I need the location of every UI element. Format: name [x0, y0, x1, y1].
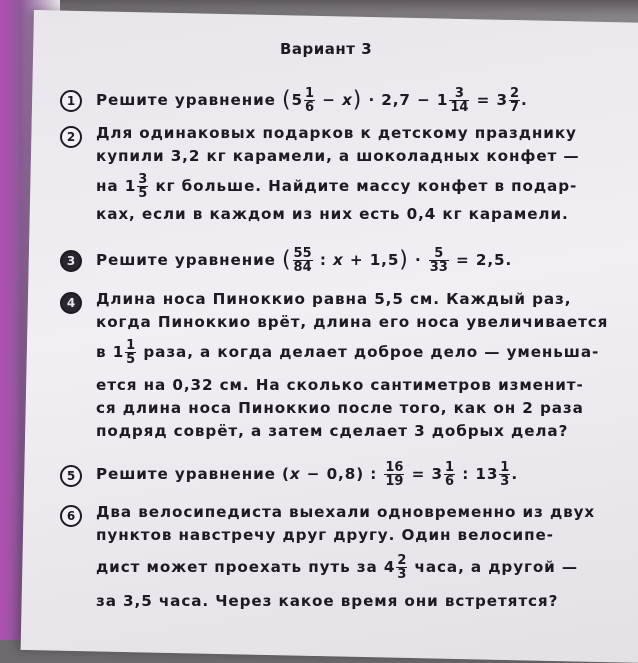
- task-2-line-4: ках, если в каждом из них есть 0,4 кг карамели.: [96, 205, 569, 223]
- task-4-line-2: когда Пиноккио врёт, длина его носа увеличивается: [96, 313, 609, 331]
- variant-title: Вариант 3: [280, 40, 373, 58]
- task-1-fraction-2: [449, 87, 469, 114]
- task-3-multiply: ·: [414, 251, 422, 269]
- task-4-line-6: подряд соврёт, а затем сделает 3 добрых дела?: [96, 422, 569, 440]
- fraction-denominator: 6: [305, 100, 315, 115]
- task-5-fraction-2: [444, 461, 455, 488]
- task-4-line-1: Длина носа Пиноккио равна 5,5 см. Каждый раз,: [96, 290, 572, 308]
- task-6-line-1: Два велосипедиста выехали одновременно из двух: [96, 503, 596, 521]
- task-5-prefix: Решите уравнение (: [96, 465, 290, 483]
- task-3-fraction-1: [293, 247, 313, 274]
- task-number-3: 3: [60, 250, 82, 272]
- fraction-numerator: 55: [293, 246, 312, 261]
- task-5-variable: x: [289, 465, 301, 483]
- task-2-line-1: Для одинаковых подарков к детскому празднику: [96, 124, 577, 142]
- fraction-numerator: 3: [449, 87, 469, 101]
- task-1-variable: x: [342, 91, 353, 109]
- task-4-line-3-pre: в 1: [96, 343, 125, 361]
- task-1-minus: −: [322, 91, 336, 109]
- task-4-line-4: ется на 0,32 см. На сколько сантиметров изменит-: [96, 376, 584, 394]
- task-number-5: 5: [60, 465, 82, 487]
- task-number-2: 2: [60, 126, 82, 148]
- task-6-line-3-pre: дист может проехать путь за 4: [96, 558, 396, 576]
- task-6-line-2: пунктов навстречу друг другу. Один велосипе-: [96, 526, 554, 544]
- task-3-variable: x: [332, 251, 344, 269]
- task-1-term-2: · 2,7 − 1: [368, 91, 449, 109]
- fraction-numerator: 1: [444, 460, 454, 475]
- task-5-end: .: [511, 465, 519, 483]
- task-5-term-2: = 3: [411, 465, 443, 483]
- task-4-line-3-post: раза, а когда делает доброе дело — уменьша-: [143, 343, 600, 361]
- task-number-6: 6: [60, 505, 82, 527]
- task-1-equation: [96, 76, 528, 125]
- fraction-numerator: 5: [429, 247, 449, 261]
- fraction-numerator: 1: [126, 338, 136, 353]
- task-3-colon: :: [319, 251, 333, 269]
- fraction-denominator: 3: [500, 474, 510, 489]
- fraction-denominator: 7: [509, 100, 519, 115]
- task-6-line-3-post: часа, а другой —: [414, 558, 578, 576]
- fraction-numerator: 2: [509, 86, 519, 101]
- task-4-line-5: ся длина носа Пиноккио после того, как он 2 раза: [96, 399, 584, 417]
- fraction-numerator: 1: [305, 86, 315, 101]
- task-3-paren-open: (: [282, 247, 292, 273]
- task-5-equation: [96, 450, 518, 498]
- task-6-fraction: [396, 554, 407, 581]
- task-1-fraction-3: [509, 87, 520, 114]
- fraction-denominator: 3: [397, 567, 407, 582]
- fraction-denominator: 19: [385, 474, 404, 489]
- task-1-fraction-1: [304, 87, 315, 114]
- fraction-denominator: 14: [450, 100, 469, 115]
- task-5-fraction-3: [499, 461, 510, 488]
- task-1-paren-open: (: [282, 87, 292, 113]
- task-4-fraction: [125, 339, 136, 366]
- task-3-prefix: Решите уравнение: [96, 251, 276, 269]
- task-1-end: .: [520, 91, 528, 109]
- task-6-line-3: [96, 545, 578, 589]
- task-2-line-3-post: кг больше. Найдите массу конфет в подар-: [155, 177, 578, 195]
- task-3-plus: + 1,5: [343, 251, 400, 269]
- fraction-denominator: 84: [293, 260, 312, 275]
- task-3-equation: [96, 236, 512, 285]
- fraction-denominator: 5: [126, 352, 136, 367]
- task-1-paren-close: ): [352, 87, 363, 113]
- task-5-term-1: − 0,8) :: [300, 465, 378, 483]
- fraction-denominator: 6: [444, 474, 454, 489]
- task-2-fraction: [137, 173, 148, 200]
- task-2-line-3: [96, 164, 577, 208]
- task-1-prefix: Решите уравнение: [96, 91, 276, 109]
- fraction-numerator: 3: [138, 172, 148, 187]
- fraction-denominator: 33: [429, 260, 448, 275]
- task-2-line-3-pre: на 1: [96, 177, 137, 195]
- task-1-term-3: = 3: [476, 91, 508, 109]
- task-5-fraction-1: [384, 461, 404, 488]
- task-2-line-2: купили 3,2 кг карамели, а шоколадных конфет —: [96, 147, 580, 165]
- task-6-line-4: за 3,5 часа. Через какое время они встретятся?: [96, 592, 559, 610]
- task-5-term-3: : 13: [462, 465, 499, 483]
- task-1-whole-1: 5: [291, 91, 303, 109]
- task-4-line-3: [96, 330, 599, 374]
- task-3-result: = 2,5.: [456, 251, 513, 269]
- task-3-paren-close: ): [399, 247, 409, 273]
- task-3-fraction-2: [429, 247, 449, 274]
- fraction-denominator: 5: [138, 186, 148, 201]
- fraction-numerator: 2: [397, 553, 407, 568]
- task-number-4: 4: [60, 292, 82, 314]
- task-number-1: 1: [60, 90, 82, 112]
- fraction-numerator: 1: [500, 460, 510, 475]
- fraction-numerator: 16: [385, 460, 404, 475]
